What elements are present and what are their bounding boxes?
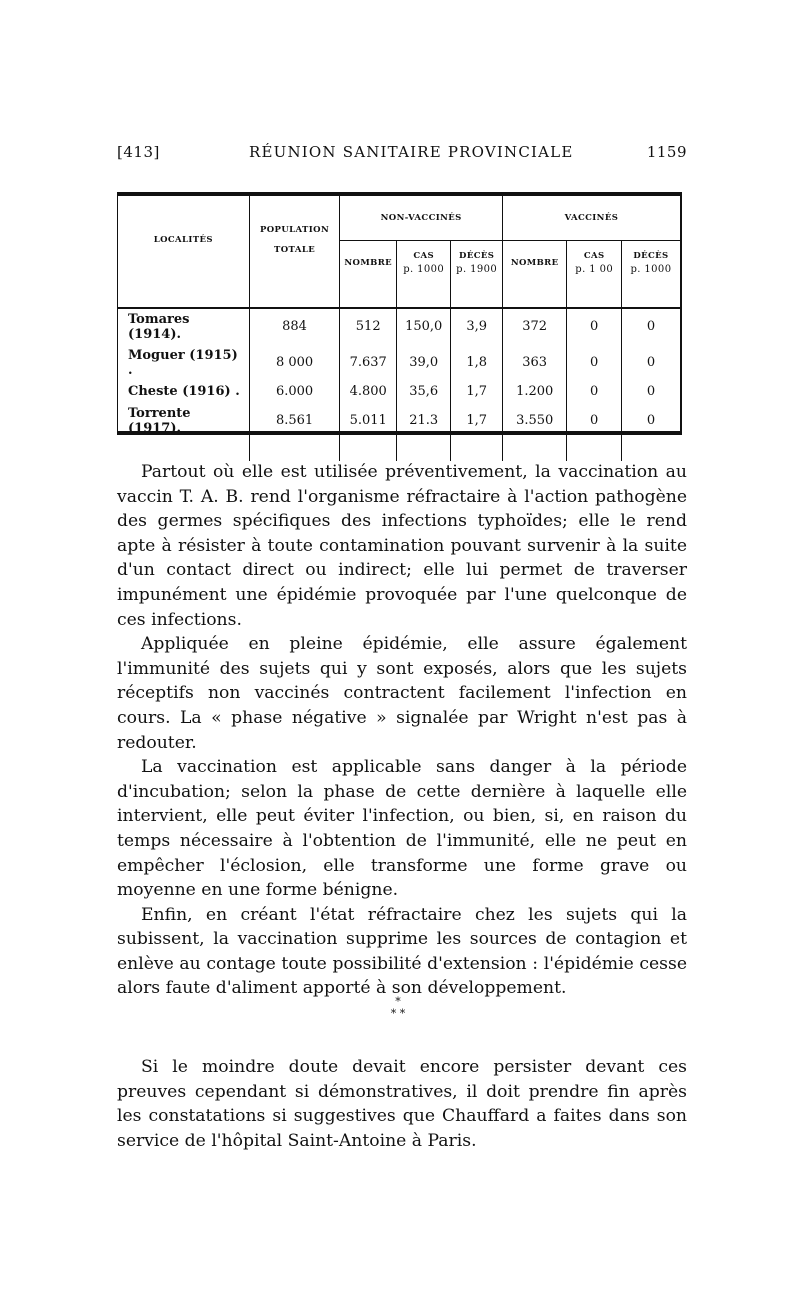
cell-v-deces: 0 — [621, 345, 680, 381]
page-number-right: 1159 — [646, 143, 687, 161]
header-nv-deces-rate: p. 1900 — [456, 263, 498, 275]
asterism-bottom: * * — [390, 1007, 406, 1020]
cell-nv-deces: 3,9 — [451, 308, 502, 345]
cell-nv-nombre: 7.637 — [340, 345, 397, 381]
cell-v-deces: 0 — [621, 308, 680, 345]
cell-nv-nombre: 512 — [340, 308, 397, 345]
cell-localite: Moguer (1915) . — [128, 347, 238, 378]
cell-v-cas: 0 — [567, 308, 621, 345]
header-v-cas-rate: p. 1 00 — [575, 263, 614, 275]
cell-v-cas: 0 — [567, 381, 621, 403]
cell-nv-nombre: 5.011 — [340, 403, 397, 439]
paragraph: Appliquée en pleine épidémie, elle assure également l'immunité des sujets qui y sont exposés, alors que les sujets réceptifs non vaccinés contractent facilement l'infection en cours. La « phase négative » signalée par Wright n'est pas à redouter. — [117, 634, 687, 753]
running-title: RÉUNION SANITAIRE PROVINCIALE — [249, 143, 574, 161]
cell-nv-nombre: 4.800 — [340, 381, 397, 403]
cell-v-deces: 0 — [621, 381, 680, 403]
page-number-left: [413] — [117, 143, 160, 161]
header-nv-nombre: NOMBRE — [340, 241, 397, 285]
header-localites: LOCALITÉS — [153, 235, 213, 246]
paragraph: Si le moindre doute devait encore persister devant ces preuves cependant si démonstratives, il doit prendre fin après les constatations si suggestives que Chauffard a faites dans son service de l'hôpital Saint-Antoine à Paris. — [117, 1057, 687, 1151]
header-population — [249, 196, 340, 285]
cell-v-deces: 0 — [621, 403, 680, 439]
header-population-label: POPULATION — [259, 225, 330, 236]
cell-nv-cas: 39,0 — [396, 345, 450, 381]
cell-population: 8.561 — [249, 403, 340, 439]
header-nv-deces — [451, 241, 502, 285]
paragraph: La vaccination est applicable sans danger à la période d'incubation; selon la phase de cette dernière à laquelle elle intervient, elle peut éviter l'infection, ou bien, si, en raison du temps nécessaire à l'obtention de l'immunité, elle ne peut en empêcher l'éclosion, elle transforme une forme grave ou moyenne en une forme bénigne. — [117, 757, 687, 901]
table-row — [118, 403, 680, 439]
header-nv-cas — [396, 241, 450, 285]
cell-nv-cas: 150,0 — [396, 308, 450, 345]
header-v-nombre: NOMBRE — [502, 241, 567, 285]
header-v-deces — [621, 241, 680, 285]
body-text — [117, 460, 687, 1001]
group-vaccines: VACCINÉS — [502, 196, 680, 241]
cell-localite: Tomares (1914). — [128, 311, 190, 342]
cell-localite: Torrente (1917). — [128, 405, 191, 436]
cell-v-cas: 0 — [567, 345, 621, 381]
cell-nv-deces: 1,7 — [451, 381, 502, 403]
body-text-final — [117, 1055, 687, 1153]
cell-v-cas: 0 — [567, 403, 621, 439]
cell-nv-cas: 35,6 — [396, 381, 450, 403]
table-row — [118, 345, 680, 381]
cell-population: 884 — [249, 308, 340, 345]
cell-v-nombre: 372 — [502, 308, 567, 345]
cell-population: 6.000 — [249, 381, 340, 403]
cell-nv-cas: 21.3 — [396, 403, 450, 439]
header-population-sub: TOTALE — [274, 245, 316, 256]
header-v-deces-rate: p. 1000 — [630, 263, 672, 275]
header-v-cas-label: CAS — [583, 250, 605, 261]
table-row — [118, 308, 680, 345]
cell-v-nombre: 363 — [502, 345, 567, 381]
cell-nv-deces: 1,7 — [451, 403, 502, 439]
header-nv-cas-label: CAS — [413, 250, 435, 261]
statistics-table — [117, 192, 682, 435]
table-row — [118, 381, 680, 403]
paragraph: Enfin, en créant l'état réfractaire chez les sujets qui la subissent, la vaccination supprime les sources de contagion et enlève au contage toute possibilité d'extension : l'épidémie cesse alors faute d'aliment apporté à son développement. — [117, 904, 687, 999]
paragraph: Partout où elle est utilisée préventivement, la vaccination au vaccin T. A. B. rend l'organisme réfractaire à l'action pathogène des germes spécifiques des infections typhoïdes; elle le rend apte à résister à toute contamination pouvant survenir à la suite d'un contact direct ou indirect; elle lui permet de traverser impunément une épidémie provoquée par l'une quelconque de ces infections. — [117, 462, 687, 630]
cell-v-nombre: 1.200 — [502, 381, 567, 403]
group-non-vaccines: NON-VACCINÉS — [340, 196, 502, 241]
cell-v-nombre: 3.550 — [502, 403, 567, 439]
cell-nv-deces: 1,8 — [451, 345, 502, 381]
header-v-cas — [567, 241, 621, 285]
running-header — [117, 143, 687, 165]
cell-population: 8 000 — [249, 345, 340, 381]
header-v-deces-label: DÉCÈS — [633, 250, 669, 261]
header-nv-deces-label: DÉCÈS — [459, 250, 495, 261]
asterism-separator — [378, 996, 418, 1026]
header-nv-cas-rate: p. 1000 — [403, 263, 445, 275]
cell-localite: Cheste (1916) . — [128, 384, 240, 399]
asterism-top: * — [395, 995, 401, 1008]
